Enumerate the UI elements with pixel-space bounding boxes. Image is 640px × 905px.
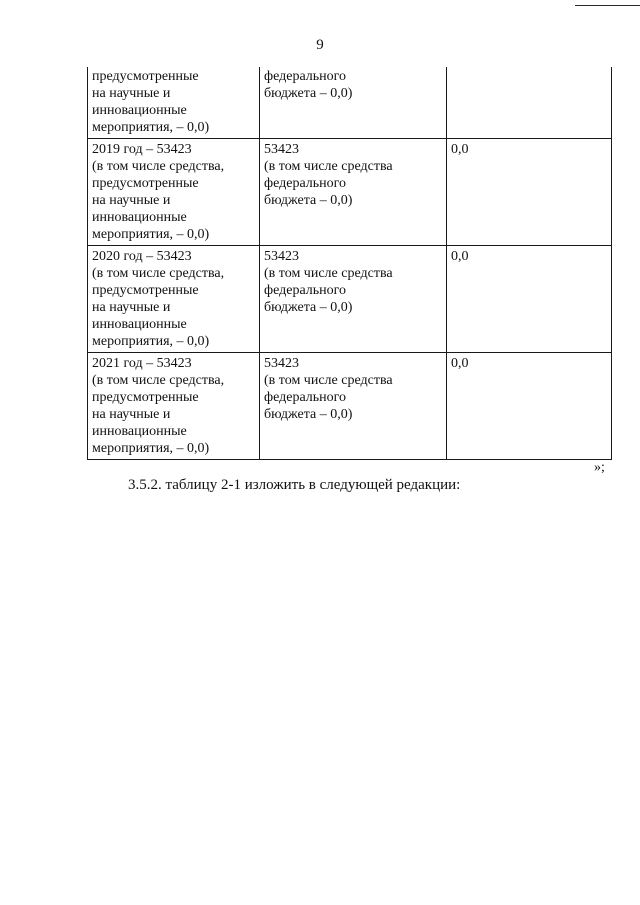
table-cell-other: [447, 67, 612, 139]
table-cell-other: 0,0: [447, 246, 612, 353]
table-row: [88, 246, 612, 353]
table-cell-federal: 53423 (в том числе средства федерального бюджета – 0,0): [260, 353, 447, 460]
table-cell-total: предусмотренные на научные и инновационные мероприятия, – 0,0): [88, 67, 260, 139]
table-cell-federal: федерального бюджета – 0,0): [260, 67, 447, 139]
scan-edge-line: [575, 5, 640, 6]
table-row: [88, 67, 612, 139]
table-cell-total: 2020 год – 53423 (в том числе средства, предусмотренные на научные и инновационные мероприятия, – 0,0): [88, 246, 260, 353]
funding-table: [87, 67, 612, 460]
closing-quote-mark: »;: [594, 460, 605, 475]
table-cell-total: 2019 год – 53423 (в том числе средства, предусмотренные на научные и инновационные мероприятия, – 0,0): [88, 139, 260, 246]
table-cell-other: 0,0: [447, 139, 612, 246]
instruction-paragraph: 3.5.2. таблицу 2-1 изложить в следующей редакции:: [128, 477, 461, 493]
table-row: [88, 139, 612, 246]
table-cell-federal: 53423 (в том числе средства федерального бюджета – 0,0): [260, 139, 447, 246]
table-cell-other: 0,0: [447, 353, 612, 460]
table-row: [88, 353, 612, 460]
table-cell-federal: 53423 (в том числе средства федерального бюджета – 0,0): [260, 246, 447, 353]
table-cell-total: 2021 год – 53423 (в том числе средства, предусмотренные на научные и инновационные мероприятия, – 0,0): [88, 353, 260, 460]
page-number: 9: [316, 37, 324, 53]
